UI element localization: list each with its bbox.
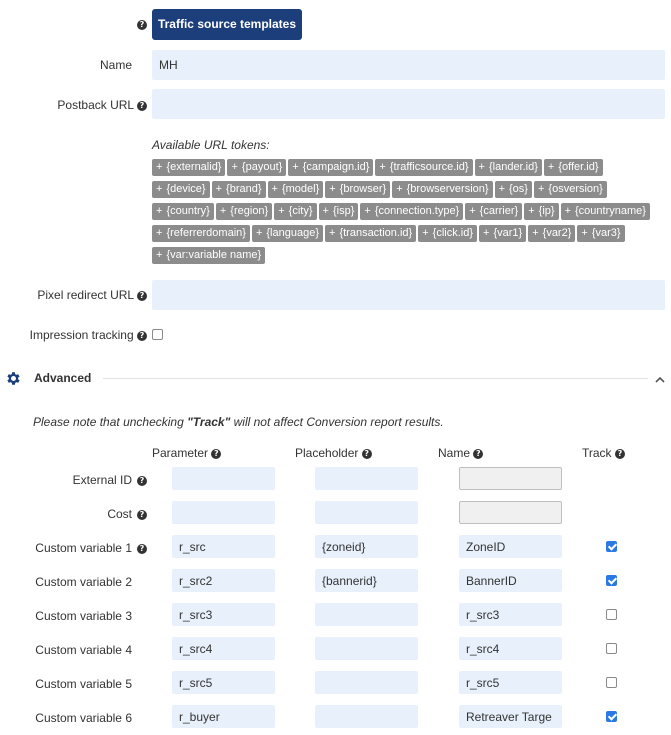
row-label-text: Custom variable 4 xyxy=(35,643,132,657)
plus-icon: + xyxy=(547,161,555,173)
url-token[interactable] xyxy=(544,159,603,176)
row-name-input[interactable] xyxy=(459,637,562,660)
plus-icon: + xyxy=(231,161,238,173)
row-label xyxy=(0,642,132,658)
plus-icon: + xyxy=(156,205,163,217)
url-token[interactable] xyxy=(152,203,214,220)
url-token-label: {campaign.id} xyxy=(302,161,370,173)
url-token[interactable] xyxy=(319,203,359,220)
url-token-label: {payout} xyxy=(241,161,283,173)
parameter-help-icon[interactable]: ? xyxy=(211,449,221,459)
row-label-text: Custom variable 2 xyxy=(35,575,132,589)
url-token-label: {transaction.id} xyxy=(339,227,413,239)
url-token[interactable] xyxy=(152,247,265,264)
row-label-text: Custom variable 3 xyxy=(35,609,132,623)
col-placeholder-label: Placeholder xyxy=(295,446,359,460)
url-token-label: {isp} xyxy=(332,205,355,217)
traffic-source-templates-button[interactable]: Traffic source templates xyxy=(152,9,302,40)
impression-tracking-checkbox[interactable] xyxy=(152,329,163,340)
track-help-icon[interactable]: ? xyxy=(615,449,625,459)
impression-label-row xyxy=(0,327,147,343)
url-token[interactable] xyxy=(534,181,607,198)
url-token[interactable] xyxy=(274,203,316,220)
url-token[interactable] xyxy=(212,181,266,198)
postback-label-row xyxy=(0,97,147,113)
url-token[interactable] xyxy=(479,225,526,242)
row-label xyxy=(0,506,147,522)
track-note-suffix: will not affect Conversion report results. xyxy=(230,415,444,429)
url-token[interactable] xyxy=(465,203,522,220)
plus-icon: + xyxy=(322,205,329,217)
gear-icon xyxy=(5,370,22,387)
plus-icon: + xyxy=(364,205,371,217)
url-token-label: {var2} xyxy=(542,227,572,239)
row-parameter-input[interactable] xyxy=(172,501,275,524)
url-token-label: {ip} xyxy=(538,205,555,217)
url-token[interactable] xyxy=(577,225,624,242)
url-token-label: {os} xyxy=(509,183,528,195)
row-parameter-input[interactable] xyxy=(172,637,275,660)
url-token-label: {var1} xyxy=(493,227,523,239)
url-token-label: {referrerdomain} xyxy=(166,227,246,239)
plus-icon: + xyxy=(478,161,485,173)
plus-icon: + xyxy=(537,183,545,195)
row-name-input[interactable] xyxy=(459,705,562,728)
row-label xyxy=(0,608,132,624)
url-token[interactable] xyxy=(325,225,416,242)
row-placeholder-input[interactable] xyxy=(315,535,418,558)
row-help-icon[interactable]: ? xyxy=(137,510,147,520)
col-placeholder xyxy=(295,445,372,461)
url-token-label: {browserversion} xyxy=(406,183,489,195)
row-track-checkbox[interactable] xyxy=(606,541,617,552)
url-token[interactable] xyxy=(495,181,532,198)
track-note xyxy=(33,414,444,430)
url-token[interactable] xyxy=(325,181,390,198)
name-help-icon[interactable]: ? xyxy=(473,449,483,459)
row-label xyxy=(0,574,132,590)
url-token[interactable] xyxy=(375,159,472,176)
name-input[interactable] xyxy=(152,50,665,80)
postback-url-input[interactable] xyxy=(152,89,665,119)
row-placeholder-input[interactable] xyxy=(315,671,418,694)
url-token[interactable] xyxy=(528,225,575,242)
plus-icon: + xyxy=(422,227,429,239)
plus-icon: + xyxy=(469,205,476,217)
pixel-redirect-label: Pixel redirect URL xyxy=(37,288,134,302)
plus-icon: + xyxy=(329,227,336,239)
placeholder-help-icon[interactable]: ? xyxy=(362,449,372,459)
plus-icon: + xyxy=(498,183,505,195)
col-name xyxy=(438,445,483,461)
row-label xyxy=(0,710,132,726)
row-label xyxy=(0,676,132,692)
url-token-label: {browser} xyxy=(339,183,387,195)
url-token[interactable] xyxy=(360,203,463,220)
plus-icon: + xyxy=(292,161,299,173)
plus-icon: + xyxy=(528,205,535,217)
plus-icon: + xyxy=(278,205,285,217)
url-token[interactable] xyxy=(392,181,492,198)
row-label-text: Custom variable 5 xyxy=(35,677,132,691)
track-note-bold: "Track" xyxy=(187,415,231,429)
url-token-label: {country} xyxy=(166,205,210,217)
url-token-label: {lander.id} xyxy=(488,161,538,173)
row-label xyxy=(0,540,147,556)
plus-icon: + xyxy=(219,205,227,217)
plus-icon: + xyxy=(255,227,263,239)
plus-icon: + xyxy=(483,227,490,239)
row-parameter-input[interactable] xyxy=(172,671,275,694)
row-name-input[interactable] xyxy=(459,603,562,626)
url-token[interactable] xyxy=(152,225,250,242)
row-help-icon[interactable]: ? xyxy=(137,544,147,554)
url-token-label: {connection.type} xyxy=(374,205,460,217)
row-help-icon[interactable]: ? xyxy=(137,476,147,486)
url-token-label: {region} xyxy=(230,205,269,217)
row-track-checkbox[interactable] xyxy=(606,575,617,586)
templates-help-icon[interactable]: ? xyxy=(137,20,147,30)
advanced-divider xyxy=(103,378,648,379)
row-parameter-input[interactable] xyxy=(172,535,275,558)
row-placeholder-input[interactable] xyxy=(315,467,418,490)
url-token[interactable] xyxy=(152,181,210,198)
url-token[interactable] xyxy=(288,159,373,176)
url-token[interactable] xyxy=(475,159,542,176)
row-label xyxy=(0,472,147,488)
url-token[interactable] xyxy=(418,225,477,242)
url-token[interactable] xyxy=(252,225,323,242)
plus-icon: + xyxy=(532,227,539,239)
row-track-checkbox[interactable] xyxy=(606,643,617,654)
row-track-checkbox[interactable] xyxy=(606,677,617,688)
url-token[interactable] xyxy=(561,203,650,220)
track-note-prefix: Please note that unchecking xyxy=(33,415,188,429)
url-token-label: {click.id} xyxy=(432,227,474,239)
pixel-label-row xyxy=(0,287,147,303)
row-parameter-input[interactable] xyxy=(172,603,275,626)
url-token[interactable] xyxy=(268,181,324,198)
col-name-label: Name xyxy=(438,446,471,460)
row-label-text: Custom variable 6 xyxy=(35,711,132,725)
row-placeholder-input[interactable] xyxy=(315,569,418,592)
row-placeholder-input[interactable] xyxy=(315,501,418,524)
postback-label: Postback URL xyxy=(57,98,134,112)
row-name-input[interactable] xyxy=(459,535,562,558)
url-token-label: {city} xyxy=(288,205,313,217)
url-token-label: {countryname} xyxy=(575,205,646,217)
url-token-label: {language} xyxy=(266,227,319,239)
tokens-caption: Available URL tokens: xyxy=(152,138,270,152)
col-parameter xyxy=(152,445,221,461)
row-label-text: External ID xyxy=(72,473,132,487)
row-track-checkbox[interactable] xyxy=(606,711,617,722)
chevron-up-icon[interactable] xyxy=(654,374,666,384)
url-token-label: {trafficsource.id} xyxy=(389,161,469,173)
plus-icon: + xyxy=(329,183,336,195)
row-name-input[interactable] xyxy=(459,569,562,592)
url-tokens-list xyxy=(152,159,664,269)
row-parameter-input[interactable] xyxy=(172,705,275,728)
url-token[interactable] xyxy=(216,203,272,220)
url-token-label: {brand} xyxy=(226,183,262,195)
plus-icon: + xyxy=(215,183,223,195)
impression-tracking-label: Impression tracking xyxy=(29,328,134,342)
col-track xyxy=(582,445,625,461)
postback-help-icon[interactable]: ? xyxy=(137,101,147,111)
col-parameter-label: Parameter xyxy=(152,446,209,460)
url-token[interactable] xyxy=(524,203,558,220)
url-token-label: {carrier} xyxy=(479,205,519,217)
row-name-input[interactable] xyxy=(459,671,562,694)
col-track-label: Track xyxy=(582,446,612,460)
url-token-label: {offer.id} xyxy=(558,161,599,173)
advanced-title[interactable]: Advanced xyxy=(34,371,92,385)
plus-icon: + xyxy=(156,249,163,261)
plus-icon: + xyxy=(396,183,403,195)
plus-icon: + xyxy=(379,161,386,173)
url-token-label: {device} xyxy=(166,183,206,195)
plus-icon: + xyxy=(156,161,163,173)
row-name-input[interactable] xyxy=(459,501,562,524)
url-token[interactable] xyxy=(152,159,225,176)
row-label-text: Cost xyxy=(107,507,132,521)
url-token-label: {osversion} xyxy=(548,183,603,195)
row-placeholder-input[interactable] xyxy=(315,637,418,660)
plus-icon: + xyxy=(581,227,588,239)
name-label: Name xyxy=(99,58,132,72)
plus-icon: + xyxy=(156,183,163,195)
row-track-checkbox[interactable] xyxy=(606,609,617,620)
pixel-redirect-url-input[interactable] xyxy=(152,280,665,310)
row-placeholder-input[interactable] xyxy=(315,705,418,728)
impression-help-icon[interactable]: ? xyxy=(137,331,147,341)
url-token[interactable] xyxy=(227,159,286,176)
pixel-help-icon[interactable]: ? xyxy=(137,291,147,301)
row-placeholder-input[interactable] xyxy=(315,603,418,626)
plus-icon: + xyxy=(156,227,163,239)
plus-icon: + xyxy=(564,205,571,217)
url-token-label: {var3} xyxy=(591,227,621,239)
url-token-label: {var:variable name} xyxy=(166,249,262,261)
row-label-text: Custom variable 1 xyxy=(35,541,132,555)
plus-icon: + xyxy=(271,183,278,195)
url-token-label: {externalid} xyxy=(166,161,222,173)
url-token-label: {model} xyxy=(281,183,320,195)
row-name-input[interactable] xyxy=(459,467,562,490)
row-parameter-input[interactable] xyxy=(172,569,275,592)
row-parameter-input[interactable] xyxy=(172,467,275,490)
